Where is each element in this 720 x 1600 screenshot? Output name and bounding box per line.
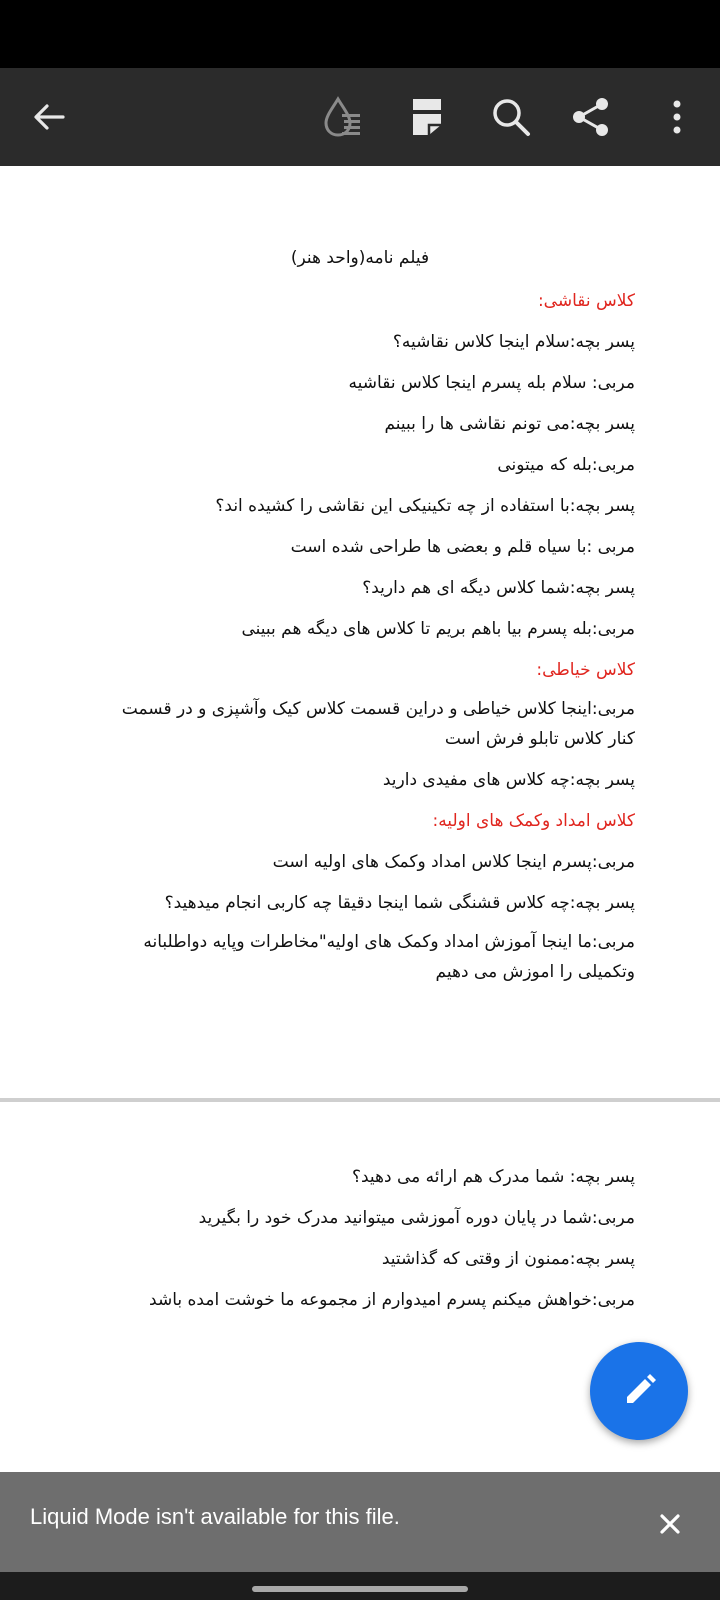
document-page-1 <box>0 166 720 1098</box>
doc-line: کلاس خیاطی: <box>536 660 635 680</box>
doc-line: مربی:بله پسرم بیا باهم بریم تا کلاس های دیگه هم ببینی <box>241 619 635 639</box>
doc-line: پسر بچه: شما مدرک هم ارائه می دهید؟ <box>351 1167 635 1187</box>
doc-line: پسر بچه:شما کلاس دیگه ای هم دارید؟ <box>362 578 635 598</box>
document-title: فیلم نامه(واحد هنر) <box>290 248 430 268</box>
doc-line: پسر بچه:چه کلاس های مفیدی دارید <box>382 770 635 790</box>
home-gesture-handle[interactable] <box>252 1586 468 1592</box>
doc-line: مربی: سلام بله پسرم اینجا کلاس نقاشیه <box>348 373 635 393</box>
doc-line: پسر بچه:ممنون از وقتی که گذاشتید <box>381 1249 635 1269</box>
snackbar-message: Liquid Mode isn't available for this file. <box>30 1504 400 1529</box>
doc-line: مربی:شما در پایان دوره آموزشی میتوانید مدرک خود را بگیرید <box>198 1208 635 1228</box>
doc-line: پسر بچه:چه کلاس قشنگی شما اینجا دقیقا چه کاربی انجام میدهید؟ <box>164 893 635 913</box>
doc-line: مربی :با سیاه قلم و بعضی ها طراحی شده است <box>290 537 635 557</box>
doc-line: کلاس نقاشی: <box>537 291 635 311</box>
liquid-mode-icon[interactable] <box>314 88 372 146</box>
edit-pencil-icon <box>619 1371 659 1411</box>
doc-line: مربی:خواهش میکنم پسرم امیدوارم از مجموعه ما خوشت امده باشد <box>149 1290 635 1310</box>
more-options-icon[interactable] <box>648 88 706 146</box>
top-toolbar <box>0 68 720 166</box>
snackbar <box>0 1472 720 1572</box>
status-bar <box>0 0 720 68</box>
doc-line: پسر بچه:سلام اینجا کلاس نقاشیه؟ <box>392 332 635 352</box>
back-arrow-icon[interactable] <box>20 88 78 146</box>
share-icon[interactable] <box>562 88 620 146</box>
doc-line: پسر بچه:می تونم نقاشی ها را ببینم <box>384 414 635 434</box>
view-mode-icon[interactable] <box>398 88 456 146</box>
doc-line: کلاس امداد وکمک های اولیه: <box>432 811 635 831</box>
search-icon[interactable] <box>482 88 540 146</box>
doc-line: مربی:پسرم اینجا کلاس امداد وکمک های اولیه است <box>272 852 635 872</box>
system-nav-bar <box>0 1572 720 1600</box>
edit-fab-button[interactable] <box>590 1342 688 1440</box>
close-icon[interactable] <box>650 1504 690 1544</box>
doc-line: مربی:بله که میتونی <box>497 455 635 475</box>
doc-line: پسر بچه:با استفاده از چه تکینیکی این نقاشی را کشیده اند؟ <box>215 496 635 516</box>
doc-line: مربی:اینجا کلاس خیاطی و دراین قسمت کلاس کیک وآشپزی و در قسمت کنار کلاس تابلو فرش است <box>121 699 635 749</box>
doc-line: مربی:ما اینجا آموزش امداد وکمک های اولیه"مخاطرات وپایه دواطلبانه وتکمیلی را اموزش می دهیم <box>143 932 635 982</box>
